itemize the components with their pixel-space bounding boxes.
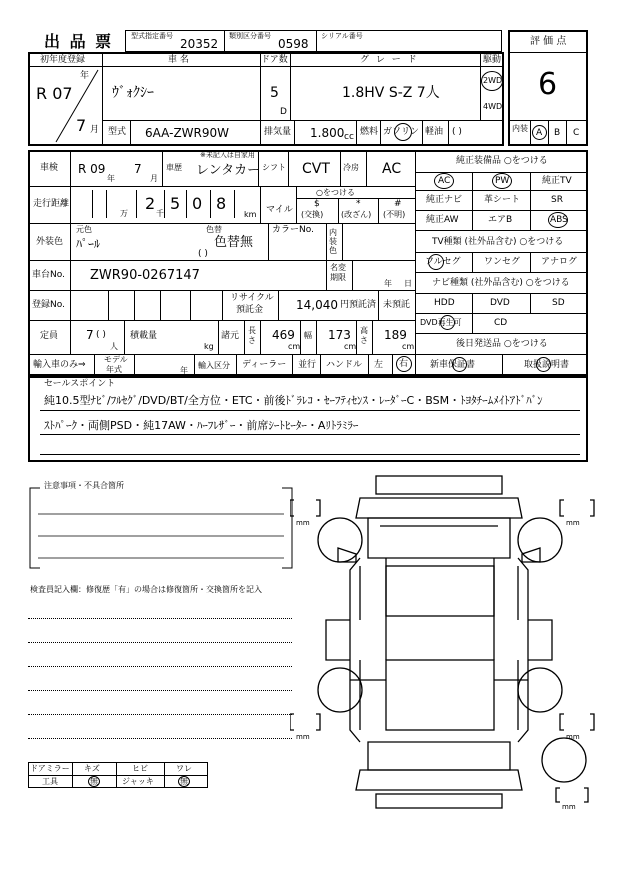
cc-unit: cc	[344, 132, 354, 142]
serial-label: シリアル番号	[321, 32, 363, 40]
mm-rl: mm	[296, 733, 310, 741]
exchange-label: (交換)	[301, 210, 324, 219]
interior-b: B	[554, 128, 561, 138]
tv-title: TV種類 (社外品含む) ○をつける	[432, 237, 564, 247]
original-color-value: ﾊﾟｰﾙ	[76, 237, 101, 251]
fuel-label: 燃料	[360, 127, 379, 137]
recycle-unpaid: 未預託	[383, 300, 411, 310]
doors-label: ドア数	[261, 55, 288, 65]
mileage-label: 走行距離	[33, 199, 70, 209]
score-value: 6	[538, 67, 558, 102]
equip-abs: ABS	[550, 215, 568, 225]
jack-value: 無	[180, 777, 188, 786]
tv-analog: アナログ	[541, 257, 578, 267]
tv-fullseg: フルセグ	[425, 257, 461, 267]
color-label: 色替	[206, 225, 222, 234]
load-unit: kg	[204, 342, 214, 351]
equip-abs-circle	[548, 212, 568, 228]
drive-2wd: 2WD	[483, 76, 503, 85]
interior-c: C	[573, 128, 580, 138]
length-value: 469	[272, 328, 295, 342]
car-name-value: ｳﾞｫｸｼｰ	[112, 85, 154, 101]
import-parallel: 並行	[298, 360, 317, 370]
mileage-km: km	[244, 210, 257, 219]
model-label: 型式	[108, 127, 127, 137]
sales-line-2: ｽﾄﾊﾟｰｸ・両側PSD・純17AW・ﾊｰﾌﾚｻﾞｰ・前席ｼｰﾄﾋｰﾀｰ・Aﾘﾄﾗﾐﾗｰ	[44, 419, 359, 432]
handle-right: 右	[399, 359, 409, 369]
name-change-label: 名変期限	[330, 263, 346, 282]
car-name-label: 車 名	[168, 55, 189, 65]
mile-circle-note: ○をつける	[316, 188, 355, 197]
later-manual: 取扱説明書	[524, 360, 570, 370]
inspection-month: 7	[134, 162, 142, 176]
notes-label: 注意事項・不具合箇所	[44, 481, 124, 490]
history-label: 車歴	[166, 163, 182, 172]
inspection-label: 車検	[40, 163, 59, 173]
dims-label: 諸元	[221, 331, 240, 341]
tools-circle	[88, 776, 100, 787]
color-paren: ( )	[198, 249, 208, 259]
handle-left: 左	[374, 360, 384, 370]
displacement-value: 1.800	[310, 126, 345, 140]
displacement-label: 排気量	[264, 127, 292, 137]
crack-label: ヒビ	[132, 764, 148, 773]
later-title: 後日発送品 ○をつける	[456, 339, 548, 349]
capacity-value: 7	[86, 328, 94, 342]
equip-navi: 純正ナビ	[426, 195, 463, 205]
interior-label: 内装	[512, 124, 528, 133]
mileage-digit-1: 2	[145, 194, 156, 213]
mileage-digit-3: 0	[192, 194, 203, 213]
tv-fullseg-circle	[428, 254, 444, 270]
equip-leather: 革シート	[484, 195, 521, 205]
fuel-light-oil: 軽油	[425, 127, 444, 137]
int-color-label: 内装色	[329, 228, 337, 255]
history-value: レンタカー	[196, 163, 261, 178]
cooler-value: AC	[382, 161, 402, 177]
fuel-circle	[394, 123, 412, 141]
first-reg-label: 初年度登録	[40, 55, 86, 65]
navi-title: ナビ種類 (社外品含む) ○をつける	[432, 278, 570, 288]
form-title: 出 品 票	[44, 32, 114, 51]
doors-value: 5	[270, 85, 279, 101]
equip-aw: 純正AW	[426, 215, 459, 225]
navi-sd: SD	[552, 298, 565, 308]
interior-a: A	[536, 128, 543, 138]
notes-bracket	[28, 486, 294, 570]
grade-value: 1.8HV S-Z 7人	[342, 85, 440, 101]
recycle-amount: 14,040	[296, 298, 338, 312]
drive-label: 駆動	[483, 55, 502, 65]
jack-circle	[178, 776, 190, 787]
recycle-yen: 円預託済	[340, 300, 377, 310]
navi-cd: CD	[494, 318, 508, 328]
ext-color-label: 外装色	[36, 237, 64, 247]
navi-dvd: DVD	[490, 298, 510, 308]
mileage-man: 万	[120, 209, 128, 218]
jack-label: ジャッキ	[122, 777, 154, 786]
name-change-day: 日	[404, 279, 412, 288]
color-change-value: 色替無	[214, 235, 254, 250]
mm-rr: mm	[566, 733, 580, 741]
tamper-symbol: *	[356, 199, 361, 209]
equip-pw-circle	[492, 173, 512, 189]
model-year-unit: 年	[180, 366, 188, 375]
import-type-label: 輸入区分	[198, 361, 230, 370]
drive-4wd: 4WD	[483, 102, 503, 111]
navi-hdd: HDD	[434, 298, 455, 308]
capacity-label: 定員	[40, 331, 59, 341]
name-change-year: 年	[384, 279, 392, 288]
original-color-label: 元色	[76, 225, 92, 234]
year-unit: 年	[80, 71, 90, 81]
length-label: 長さ	[248, 326, 256, 345]
car-damage-diagram	[290, 470, 600, 840]
later-warranty: 新車保証書	[430, 360, 476, 370]
navi-dvd-circle	[440, 315, 455, 330]
capacity-paren: ( )	[96, 330, 106, 340]
inspection-year-unit: 年	[107, 174, 115, 183]
inspection-month-unit: 月	[150, 174, 158, 183]
capacity-unit: 人	[110, 342, 118, 351]
equipment-title: 純正装備品 ○をつける	[456, 156, 548, 166]
mm-fl: mm	[296, 519, 310, 527]
mileage-digit-4: 8	[216, 194, 227, 213]
scratch-label: キズ	[84, 764, 100, 773]
length-cm: cm	[288, 342, 301, 351]
recycle-label-1: リサイクル	[230, 293, 274, 303]
tools-label: 工具	[42, 777, 58, 786]
width-label: 幅	[304, 331, 312, 340]
unknown-symbol: #	[394, 199, 402, 209]
height-cm: cm	[402, 342, 415, 351]
sales-line-1: 純10.5型ﾅﾋﾞ/ﾌﾙｾｸﾞ/DVD/BT/全方位・ETC・前後ﾄﾞﾗﾚｺ・ｾｰﾌﾃｨｾﾝｽ・ﾚｰﾀﾞｰC・BSM・ﾄﾖﾀﾁｰﾑﾒｲﾄｱﾄﾞﾊﾞﾝ	[44, 394, 543, 407]
tv-oneseg: ワンセグ	[484, 257, 521, 267]
type-no-label: 型式指定番号	[131, 32, 173, 40]
chassis-value: ZWR90-0267147	[90, 268, 200, 283]
later-manual-circle	[536, 357, 551, 372]
equip-airbag: エアB	[488, 215, 513, 225]
exchange-symbol: $	[314, 199, 320, 209]
break-label: ワレ	[176, 764, 192, 773]
height-value: 189	[384, 328, 407, 342]
height-label: 高さ	[360, 326, 368, 345]
tools-value: 無	[90, 777, 98, 786]
equip-ac: AC	[438, 176, 451, 186]
import-label: 輸入車のみ⇒	[33, 360, 86, 370]
later-warranty-circle	[452, 357, 467, 372]
equip-ac-circle	[434, 173, 454, 189]
class-no-label: 類別区分番号	[229, 32, 271, 40]
equip-pw: PW	[495, 176, 510, 186]
import-dealer: ディーラー	[242, 360, 287, 370]
inspector-label: 検査員記入欄：修復歴「有」の場合は修復箇所・交換箇所を記入	[30, 585, 262, 594]
mile-label: マイル	[266, 205, 293, 215]
tamper-label: (改ざん)	[341, 210, 372, 219]
shift-label: シフト	[262, 163, 286, 172]
month-unit: 月	[90, 125, 100, 135]
load-label: 積載量	[130, 331, 158, 341]
shift-value: CVT	[302, 161, 330, 177]
fuel-other: ( )	[452, 127, 462, 137]
mm-fr: mm	[566, 519, 580, 527]
chassis-label: 車台No.	[32, 270, 65, 280]
fuel-gasoline: ガソリン	[383, 127, 420, 137]
unknown-label: (不明)	[383, 210, 406, 219]
mm-spare: mm	[562, 803, 576, 811]
model-year-label-2: 年式	[106, 365, 122, 374]
grade-label: グ レ ー ド	[360, 55, 419, 65]
model-year-label-1: モデル	[104, 355, 128, 364]
class-no-value: 0598	[278, 37, 309, 51]
cooler-label: 冷房	[343, 163, 359, 172]
history-note: ※未記入は自家用	[200, 151, 255, 159]
mirror-label: ドアミラー	[30, 764, 70, 773]
equip-sr: SR	[551, 195, 563, 205]
reg-no-label: 登録No.	[32, 300, 65, 310]
equip-tv: 純正TV	[542, 176, 572, 186]
width-cm: cm	[344, 342, 357, 351]
type-no-value: 20352	[180, 37, 219, 51]
handle-label: ハンドル	[326, 360, 363, 370]
mileage-sen: 千	[156, 209, 164, 218]
sales-label: セールスポイント	[44, 379, 116, 389]
door-type: D	[280, 107, 287, 117]
width-value: 173	[328, 328, 351, 342]
first-reg-year: R 07	[36, 84, 73, 103]
color-no-label: カラーNo.	[272, 225, 314, 235]
recycle-label-2: 預託金	[236, 305, 264, 315]
inspection-year: R 09	[78, 162, 106, 176]
navi-dvd-playback: DVD再生可	[420, 318, 462, 327]
first-reg-month: 7	[76, 116, 87, 135]
model-value: 6AA-ZWR90W	[145, 126, 230, 140]
score-label: 評 価 点	[530, 36, 567, 47]
mileage-digit-2: 5	[170, 194, 181, 213]
